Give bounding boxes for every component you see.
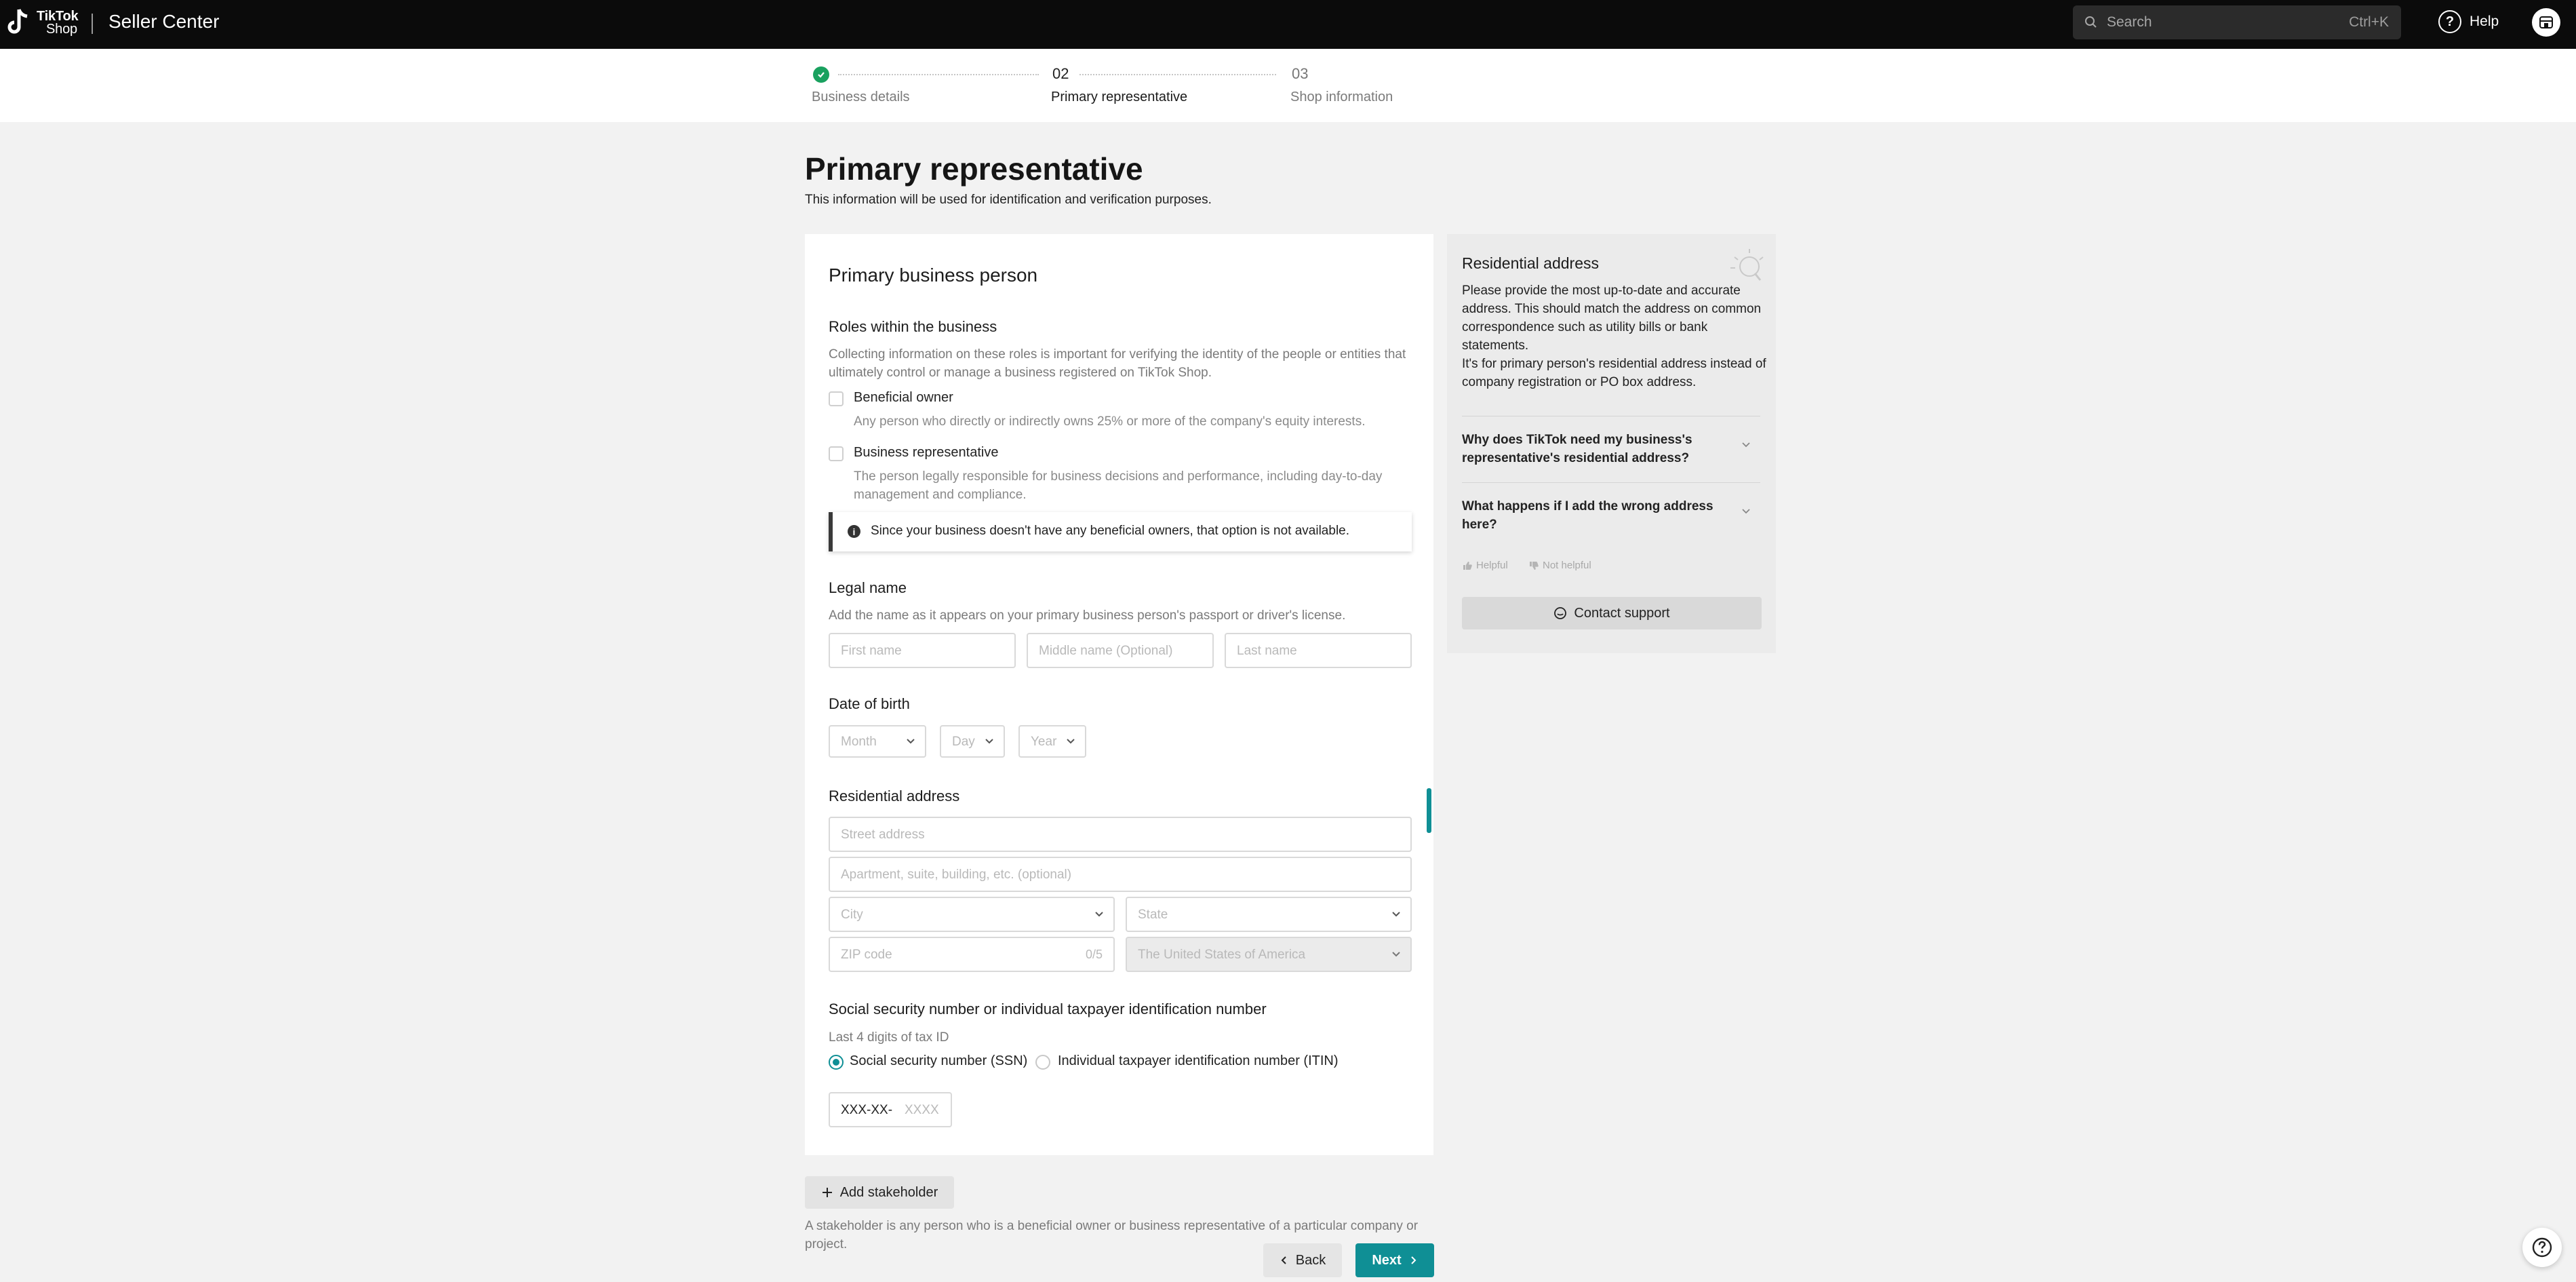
business-representative-label: Business representative (854, 445, 999, 460)
state-placeholder: State (1138, 908, 1168, 922)
divider (1462, 482, 1760, 483)
roles-description: Collecting information on these roles is important for verifying the identity of the people or entities that ultimately control or manage a business registered on TikTok Shop. (829, 347, 1406, 380)
apartment-field[interactable] (829, 857, 1412, 892)
chevron-down-icon (985, 737, 994, 746)
help-label: Help (2470, 14, 2499, 29)
first-name-placeholder: First name (841, 644, 902, 658)
question-circle-icon (2531, 1237, 2553, 1258)
thumbs-up-icon (1462, 560, 1473, 571)
chevron-down-icon (1066, 737, 1075, 746)
card-title: Primary business person (829, 265, 1038, 286)
country-select (1126, 937, 1412, 972)
next-button[interactable] (1355, 1243, 1434, 1277)
step-label-shop-information: Shop information (1290, 90, 1393, 104)
logo-line-2: Shop (46, 22, 77, 37)
legal-name-description: Add the name as it appears on your primary business person's passport or driver's license. (829, 608, 1346, 623)
search-icon (2084, 15, 2099, 30)
last-name-placeholder: Last name (1237, 644, 1297, 658)
chevron-down-icon (906, 737, 915, 746)
helpful-button[interactable] (1462, 560, 1508, 571)
country-value: The United States of America (1138, 948, 1306, 962)
primary-business-person-card (805, 234, 1433, 1155)
contact-support-label: Contact support (1574, 605, 1670, 621)
notice-text: Since your business doesn't have any beneficial owners, that option is not available. (871, 524, 1350, 538)
business-representative-checkbox[interactable] (829, 446, 844, 461)
floating-help-button[interactable] (2522, 1228, 2562, 1267)
lightbulb-icon (1725, 244, 1767, 286)
dob-day-select[interactable] (940, 725, 1005, 758)
street-placeholder: Street address (841, 828, 925, 842)
zip-code-field[interactable] (829, 937, 1115, 972)
city-placeholder: City (841, 908, 863, 922)
dob-year-select[interactable] (1018, 725, 1086, 758)
brand-divider (92, 14, 93, 34)
ssn-radio-label: Social security number (SSN) (850, 1053, 1028, 1068)
search-input[interactable] (2073, 5, 2401, 39)
dob-month-select[interactable] (829, 725, 926, 758)
step-number-3: 03 (1292, 65, 1309, 82)
back-label: Back (1295, 1252, 1326, 1268)
zip-placeholder: ZIP code (841, 948, 892, 962)
apartment-placeholder: Apartment, suite, building, etc. (optional) (841, 868, 1072, 882)
contact-support-button[interactable] (1462, 597, 1762, 629)
page-subtitle: This information will be used for identification and verification purposes. (805, 193, 1212, 207)
plus-icon (821, 1186, 833, 1199)
logo-text (37, 10, 78, 36)
legal-name-title: Legal name (829, 579, 907, 596)
page-title: Primary representative (805, 151, 1143, 187)
month-placeholder: Month (841, 735, 877, 749)
side-panel-body-para-1: Please provide the most up-to-date and accurate address. This should match the address on common correspondence such as utility bills or bank statements. (1462, 284, 1762, 353)
add-stakeholder-button[interactable] (805, 1176, 954, 1209)
beneficial-owner-checkbox[interactable] (829, 391, 844, 406)
chevron-down-icon (1391, 910, 1401, 919)
faq-item-1[interactable]: Why does TikTok need my business's representative's residential address? (1462, 433, 1692, 465)
tax-id-last4-field[interactable] (829, 1092, 952, 1127)
tiktok-shop-logo[interactable] (7, 5, 78, 41)
side-panel-body (1462, 281, 1767, 391)
street-address-field[interactable] (829, 817, 1412, 852)
next-label: Next (1372, 1252, 1402, 1268)
logo-line-1: TikTok (37, 9, 79, 24)
chevron-down-icon[interactable] (1741, 439, 1751, 450)
back-button[interactable] (1263, 1243, 1342, 1277)
city-select[interactable] (829, 897, 1115, 932)
side-panel-title: Residential address (1462, 254, 1600, 272)
not-helpful-button[interactable] (1528, 560, 1591, 571)
business-representative-description: The person legally responsible for business decisions and performance, including day-to-day management and compliance. (854, 469, 1383, 502)
tax-id-placeholder: XXXX (905, 1103, 939, 1117)
middle-name-field[interactable] (1027, 633, 1214, 668)
side-panel-body-para-2: It's for primary person's residential address instead of company registration or PO box address. (1462, 357, 1766, 389)
itin-radio[interactable] (1035, 1055, 1050, 1070)
chevron-right-icon (1408, 1256, 1418, 1265)
step-connector (1079, 74, 1276, 75)
thumbs-down-icon (1528, 560, 1539, 571)
tax-id-prefix: XXX-XX- (841, 1103, 893, 1117)
faq-item-2[interactable]: What happens if I add the wrong address here? (1462, 499, 1713, 532)
dob-title: Date of birth (829, 695, 910, 712)
step-connector (838, 74, 1039, 75)
chevron-down-icon[interactable] (1741, 505, 1751, 516)
tax-id-subtitle: Last 4 digits of tax ID (829, 1030, 949, 1045)
beneficial-owner-label: Beneficial owner (854, 390, 953, 405)
search-shortcut: Ctrl+K (2349, 14, 2389, 30)
chevron-left-icon (1280, 1256, 1289, 1265)
tiktok-logo-icon (7, 5, 30, 41)
info-icon: i (848, 525, 860, 538)
step-complete-check-icon (813, 66, 829, 83)
search-placeholder: Search (2107, 14, 2152, 30)
tax-id-title: Social security number or individual taxpayer identification number (829, 1001, 1267, 1017)
state-select[interactable] (1126, 897, 1412, 932)
ssn-radio[interactable] (829, 1055, 844, 1070)
store-icon (2538, 14, 2554, 31)
step-number-2: 02 (1052, 65, 1069, 82)
beneficial-owner-description: Any person who directly or indirectly owns 25% or more of the company's equity interests. (854, 414, 1366, 429)
app-title: Seller Center (108, 11, 220, 32)
question-circle-icon: ? (2438, 10, 2461, 33)
itin-radio-label: Individual taxpayer identification number (ITIN) (1058, 1053, 1339, 1068)
progress-stepper (0, 49, 2576, 122)
chevron-down-icon (1094, 910, 1104, 919)
first-name-field[interactable] (829, 633, 1016, 668)
add-stakeholder-label: Add stakeholder (839, 1184, 938, 1200)
not-helpful-label: Not helpful (1543, 560, 1591, 571)
middle-name-placeholder: Middle name (Optional) (1039, 644, 1173, 658)
zip-character-count: 0/5 (1085, 948, 1103, 961)
helpful-label: Helpful (1476, 560, 1508, 571)
section-scroll-indicator (1427, 788, 1431, 833)
help-button[interactable] (2438, 10, 2499, 33)
address-title: Residential address (829, 788, 960, 804)
help-side-panel (1447, 234, 1776, 653)
year-placeholder: Year (1031, 735, 1057, 749)
day-placeholder: Day (952, 735, 975, 749)
chevron-down-icon (1391, 950, 1401, 959)
shop-account-button[interactable] (2532, 8, 2560, 37)
support-chat-icon (1553, 606, 1567, 620)
last-name-field[interactable] (1225, 633, 1412, 668)
roles-title: Roles within the business (829, 318, 997, 335)
info-notice (829, 512, 1412, 551)
top-bar (0, 0, 2576, 49)
stakeholder-note: A stakeholder is any person who is a beneficial owner or business representative of a particular company or project. (805, 1219, 1419, 1251)
step-label-primary-representative: Primary representative (1051, 90, 1188, 104)
step-label-business-details[interactable]: Business details (812, 90, 910, 104)
